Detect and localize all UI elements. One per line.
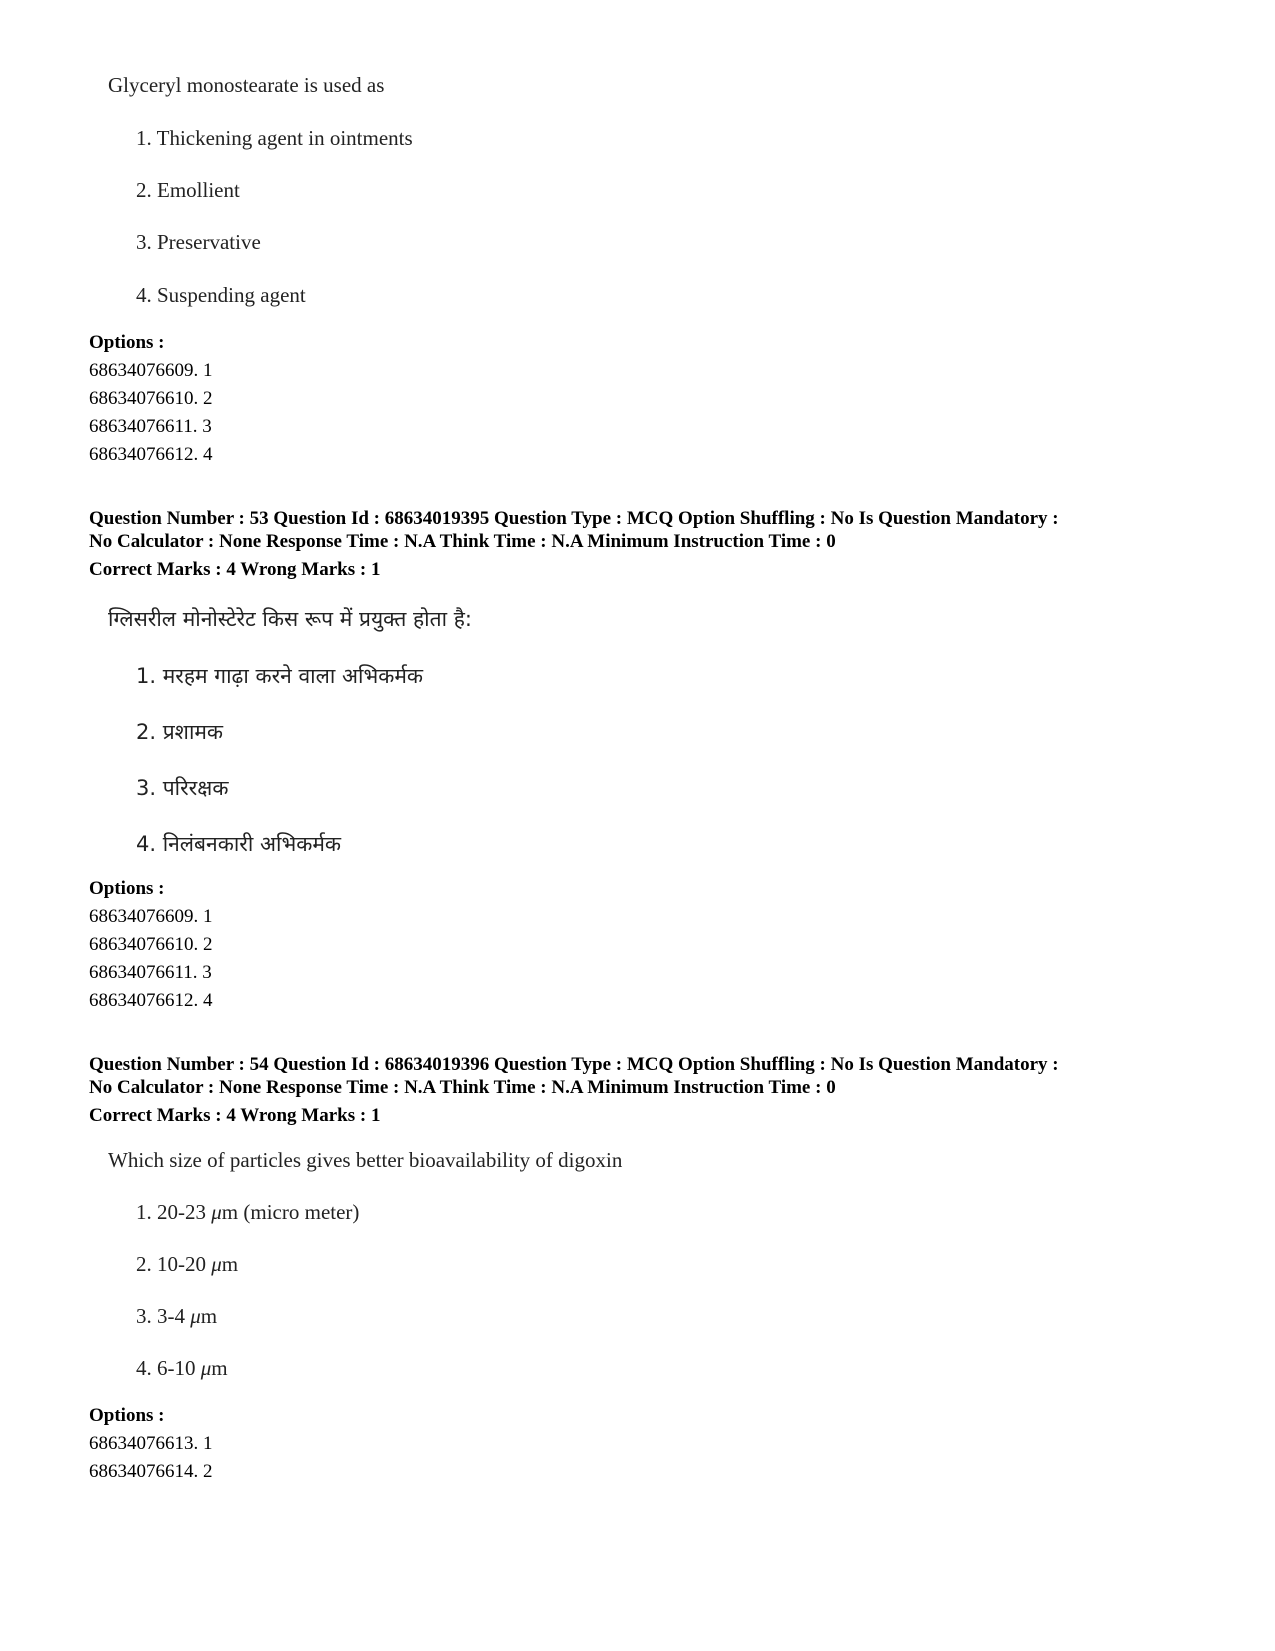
question-stem: Which size of particles gives better bioavailability of digoxin xyxy=(108,1148,623,1172)
choice-2 xyxy=(136,1252,238,1277)
choice-3: 3. परिरक्षक xyxy=(136,776,229,800)
options-label: Options : xyxy=(89,332,165,353)
choice-1: 1. Thickening agent in ointments xyxy=(136,126,413,150)
option-id: 68634076612. 4 xyxy=(89,990,213,1011)
option-id: 68634076613. 1 xyxy=(89,1433,213,1454)
question-header-line2: No Calculator : None Response Time : N.A Think Time : N.A Minimum Instruction Time : 0 xyxy=(89,531,836,552)
question-header-line1: Question Number : 54 Question Id : 68634019396 Question Type : MCQ Option Shuffling : No Is Question Mandatory : xyxy=(89,1054,1059,1075)
choice-number: 2. 10-20 xyxy=(136,1252,212,1276)
marks-line: Correct Marks : 4 Wrong Marks : 1 xyxy=(89,1105,381,1126)
options-label: Options : xyxy=(89,878,165,899)
option-id: 68634076612. 4 xyxy=(89,444,213,465)
option-id: 68634076611. 3 xyxy=(89,962,212,983)
option-id: 68634076609. 1 xyxy=(89,360,213,381)
question-header-line2: No Calculator : None Response Time : N.A Think Time : N.A Minimum Instruction Time : 0 xyxy=(89,1077,836,1098)
choice-text: m xyxy=(221,1252,239,1276)
choice-1 xyxy=(136,1200,359,1225)
choice-text: m (micro meter) xyxy=(221,1200,360,1224)
choice-1: 1. मरहम गाढ़ा करने वाला अभिकर्मक xyxy=(136,664,424,688)
micro-symbol: μ xyxy=(211,1252,222,1276)
choice-text: m xyxy=(211,1356,228,1380)
question-stem: ग्लिसरील मोनोस्टेरेट किस रूप में प्रयुक्त होता है: xyxy=(108,607,472,631)
choice-4: 4. निलंबनकारी अभिकर्मक xyxy=(136,832,342,856)
options-label: Options : xyxy=(89,1405,165,1426)
micro-symbol: μ xyxy=(211,1200,222,1224)
choice-4 xyxy=(136,1356,228,1381)
choice-number: 4. 6-10 xyxy=(136,1356,201,1380)
option-id: 68634076614. 2 xyxy=(89,1461,213,1482)
question-header-line1: Question Number : 53 Question Id : 68634019395 Question Type : MCQ Option Shuffling : No Is Question Mandatory : xyxy=(89,508,1059,529)
option-id: 68634076609. 1 xyxy=(89,906,213,927)
choice-3 xyxy=(136,1304,217,1329)
choice-2: 2. Emollient xyxy=(136,178,240,202)
question-stem: Glyceryl monostearate is used as xyxy=(108,73,385,97)
option-id: 68634076611. 3 xyxy=(89,416,212,437)
choice-2: 2. प्रशामक xyxy=(136,720,224,744)
option-id: 68634076610. 2 xyxy=(89,934,213,955)
micro-symbol: μ xyxy=(190,1304,201,1328)
choice-3: 3. Preservative xyxy=(136,230,261,254)
choice-number: 1. 20-23 xyxy=(136,1200,212,1224)
marks-line: Correct Marks : 4 Wrong Marks : 1 xyxy=(89,559,381,580)
choice-4: 4. Suspending agent xyxy=(136,283,306,307)
choice-number: 3. 3-4 xyxy=(136,1304,191,1328)
micro-symbol: μ xyxy=(200,1356,212,1380)
choice-text: m xyxy=(200,1304,218,1328)
option-id: 68634076610. 2 xyxy=(89,388,213,409)
